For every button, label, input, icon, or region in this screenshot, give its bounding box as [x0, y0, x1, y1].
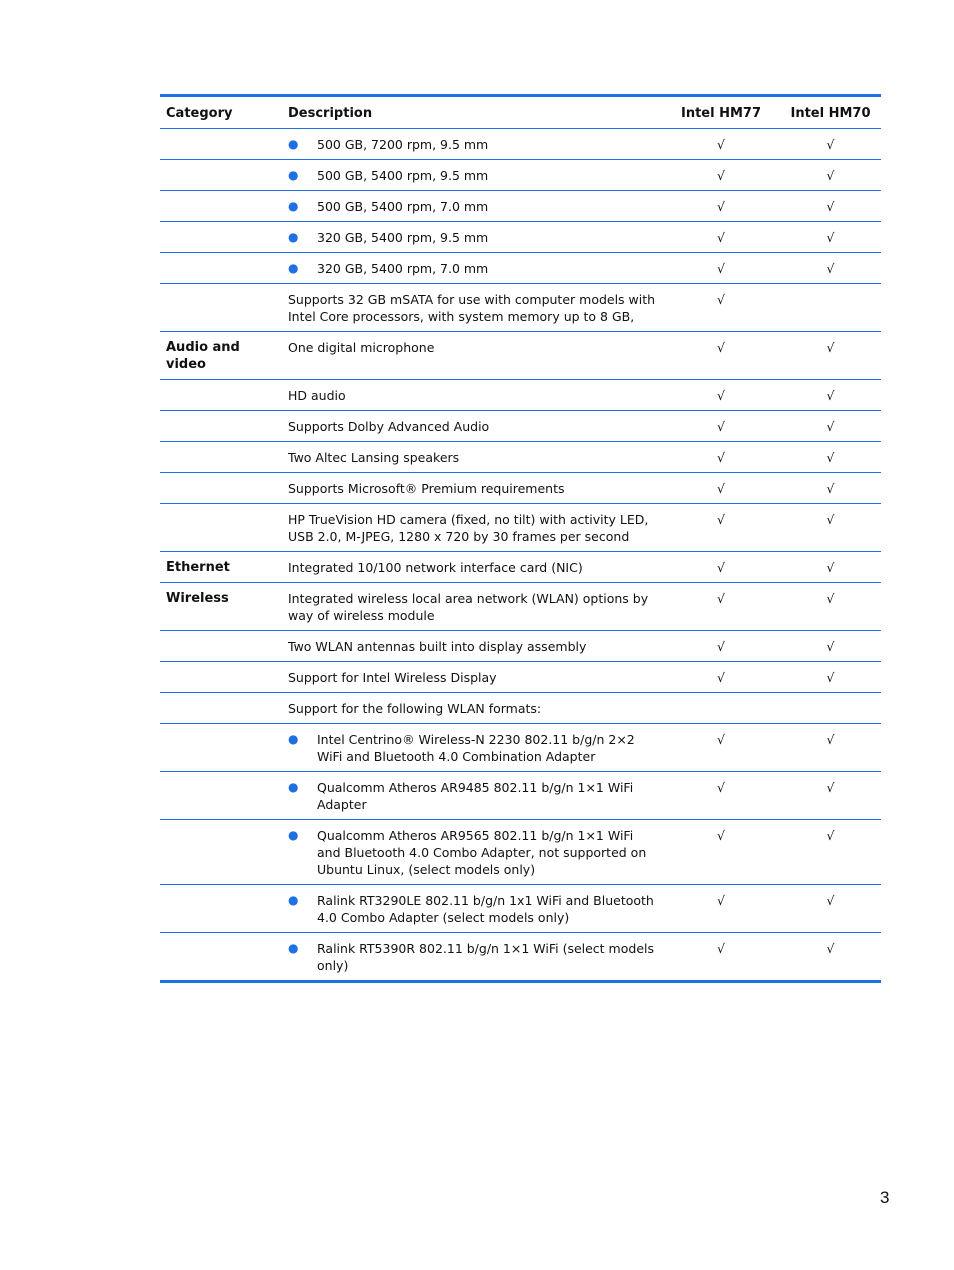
table-row — [160, 885, 881, 933]
hm70-check-cell: √ — [780, 583, 881, 631]
category-cell: Audio and video — [160, 332, 282, 380]
hm77-check-cell: √ — [662, 933, 780, 981]
hm70-check-cell: √ — [780, 933, 881, 981]
description-text: 500 GB, 5400 rpm, 9.5 mm — [317, 168, 489, 183]
bullet-icon: ● — [288, 168, 299, 182]
bullet-item — [288, 260, 656, 277]
table-row — [160, 504, 881, 552]
hm70-check-cell: √ — [780, 332, 881, 380]
table-row — [160, 442, 881, 473]
description-cell: Support for Intel Wireless Display — [282, 662, 662, 693]
description-text: Ralink RT3290LE 802.11 b/g/n 1x1 WiFi and Bluetooth 4.0 Combo Adapter (select models only) — [317, 893, 654, 925]
description-cell — [282, 772, 662, 820]
hm77-check-cell: √ — [717, 137, 725, 152]
description-text: Ralink RT5390R 802.11 b/g/n 1×1 WiFi (select models only) — [317, 941, 654, 973]
description-cell — [282, 160, 662, 191]
table-row — [160, 631, 881, 662]
description-text: 320 GB, 5400 rpm, 9.5 mm — [317, 230, 489, 245]
hm77-check-cell: √ — [662, 380, 780, 411]
table-row — [160, 160, 881, 191]
hm77-check-cell: √ — [662, 583, 780, 631]
category-cell — [160, 129, 282, 160]
table-row — [160, 552, 881, 583]
bullet-icon: ● — [288, 828, 299, 842]
hm70-check-cell: √ — [780, 222, 881, 253]
category-cell — [160, 160, 282, 191]
category-cell — [160, 253, 282, 284]
description-cell: Integrated 10/100 network interface card (NIC) — [282, 552, 662, 583]
category-cell — [160, 442, 282, 473]
bullet-item — [288, 940, 656, 974]
category-cell: Ethernet — [160, 552, 282, 583]
category-cell — [160, 820, 282, 885]
bullet-icon: ● — [288, 732, 299, 746]
hm70-check-cell: √ — [780, 772, 881, 820]
category-cell — [160, 772, 282, 820]
spec-table — [160, 97, 881, 980]
description-cell: Support for the following WLAN formats: — [282, 693, 662, 724]
table-row — [160, 332, 881, 380]
hm77-check-cell: √ — [662, 631, 780, 662]
hm70-check-cell: √ — [780, 442, 881, 473]
description-text: 320 GB, 5400 rpm, 7.0 mm — [317, 261, 489, 276]
description-cell — [282, 933, 662, 981]
description-cell — [282, 724, 662, 772]
hm77-check-cell: √ — [662, 411, 780, 442]
table-row — [160, 662, 881, 693]
hm77-check-cell: √ — [662, 772, 780, 820]
table-row — [160, 473, 881, 504]
category-cell — [160, 284, 282, 332]
hm70-check-cell: √ — [780, 191, 881, 222]
bullet-icon: ● — [288, 137, 299, 151]
hm77-check-cell: √ — [662, 253, 780, 284]
hm70-check-cell: √ — [780, 411, 881, 442]
hm77-check-cell: √ — [662, 284, 780, 332]
description-cell — [282, 253, 662, 284]
bullet-item — [288, 229, 656, 246]
spec-table-container — [160, 94, 881, 983]
table-header-row — [160, 97, 881, 129]
bullet-item — [288, 136, 656, 153]
hm77-check-cell: √ — [662, 160, 780, 191]
bullet-icon: ● — [288, 780, 299, 794]
category-cell — [160, 191, 282, 222]
table-row — [160, 933, 881, 981]
hm77-check-cell: √ — [662, 191, 780, 222]
table-row — [160, 380, 881, 411]
hm70-check-cell: √ — [780, 253, 881, 284]
hm70-check-cell: √ — [780, 724, 881, 772]
hm77-check-cell: √ — [662, 662, 780, 693]
bullet-item — [288, 892, 656, 926]
header-intel-hm70: Intel HM70 — [780, 97, 881, 129]
hm77-check-cell: √ — [662, 332, 780, 380]
table-row — [160, 129, 881, 160]
table-row — [160, 284, 881, 332]
header-description: Description — [282, 97, 662, 129]
hm70-check-cell: √ — [780, 662, 881, 693]
table-row — [160, 253, 881, 284]
category-cell — [160, 662, 282, 693]
table-row — [160, 191, 881, 222]
bullet-icon: ● — [288, 230, 299, 244]
table-row — [160, 724, 881, 772]
description-text: Qualcomm Atheros AR9565 802.11 b/g/n 1×1 WiFi and Bluetooth 4.0 Combo Adapter, not supported on Ubuntu Linux, (select models only) — [317, 828, 647, 877]
category-cell — [160, 473, 282, 504]
description-cell: HD audio — [282, 380, 662, 411]
category-cell — [160, 380, 282, 411]
table-body — [160, 129, 881, 981]
table-row — [160, 583, 881, 631]
description-cell: Supports 32 GB mSATA for use with computer models with Intel Core processors, with system memory up to 8 GB, — [282, 284, 662, 332]
hm70-check-cell — [780, 693, 881, 724]
description-cell: HP TrueVision HD camera (fixed, no tilt) with activity LED, USB 2.0, M-JPEG, 1280 x 720 by 30 frames per second — [282, 504, 662, 552]
bullet-item — [288, 827, 656, 878]
hm70-check-cell — [780, 284, 881, 332]
table-row — [160, 222, 881, 253]
category-cell — [160, 631, 282, 662]
table-row — [160, 772, 881, 820]
header-category: Category — [160, 97, 282, 129]
header-intel-hm77: Intel HM77 — [662, 97, 780, 129]
category-cell: Wireless — [160, 583, 282, 631]
bullet-icon: ● — [288, 941, 299, 955]
description-cell — [282, 820, 662, 885]
description-text: 500 GB, 5400 rpm, 7.0 mm — [317, 199, 489, 214]
hm70-check-cell: √ — [780, 380, 881, 411]
hm70-check-cell: √ — [780, 885, 881, 933]
hm70-check-cell: √ — [780, 631, 881, 662]
description-text: 500 GB, 7200 rpm, 9.5 mm — [317, 137, 489, 152]
category-cell — [160, 504, 282, 552]
hm77-check-cell: √ — [662, 724, 780, 772]
category-cell — [160, 693, 282, 724]
hm77-check-cell: √ — [662, 442, 780, 473]
hm77-check-cell: √ — [662, 473, 780, 504]
hm70-check-cell: √ — [826, 137, 835, 152]
hm77-check-cell: √ — [662, 222, 780, 253]
hm70-check-cell: √ — [780, 473, 881, 504]
table-row — [160, 411, 881, 442]
category-cell — [160, 411, 282, 442]
page-number: 3 — [880, 1188, 890, 1207]
bullet-item — [288, 779, 656, 813]
bullet-item — [288, 731, 656, 765]
description-cell — [282, 885, 662, 933]
description-cell: Two WLAN antennas built into display assembly — [282, 631, 662, 662]
description-cell — [282, 191, 662, 222]
hm77-check-cell: √ — [662, 820, 780, 885]
hm77-check-cell: √ — [662, 504, 780, 552]
hm77-check-cell: √ — [662, 552, 780, 583]
bullet-icon: ● — [288, 893, 299, 907]
description-text: Intel Centrino® Wireless-N 2230 802.11 b/g/n 2×2 WiFi and Bluetooth 4.0 Combination Adapter — [317, 732, 635, 764]
bullet-icon: ● — [288, 199, 299, 213]
bullet-item — [288, 198, 656, 215]
table-row — [160, 820, 881, 885]
description-cell — [282, 222, 662, 253]
description-text: Qualcomm Atheros AR9485 802.11 b/g/n 1×1 WiFi Adapter — [317, 780, 634, 812]
hm70-check-cell: √ — [780, 820, 881, 885]
bullet-item — [288, 167, 656, 184]
description-cell: Supports Dolby Advanced Audio — [282, 411, 662, 442]
hm77-check-cell: √ — [662, 885, 780, 933]
description-cell: Integrated wireless local area network (WLAN) options by way of wireless module — [282, 583, 662, 631]
bullet-icon: ● — [288, 261, 299, 275]
hm70-check-cell: √ — [780, 160, 881, 191]
category-cell — [160, 724, 282, 772]
table-row — [160, 693, 881, 724]
description-cell: Supports Microsoft® Premium requirements — [282, 473, 662, 504]
hm70-check-cell: √ — [780, 552, 881, 583]
hm77-check-cell — [662, 693, 780, 724]
category-cell — [160, 885, 282, 933]
category-cell — [160, 222, 282, 253]
description-cell: One digital microphone — [282, 332, 662, 380]
description-cell — [282, 129, 662, 160]
description-cell: Two Altec Lansing speakers — [282, 442, 662, 473]
hm70-check-cell: √ — [780, 504, 881, 552]
category-cell — [160, 933, 282, 981]
